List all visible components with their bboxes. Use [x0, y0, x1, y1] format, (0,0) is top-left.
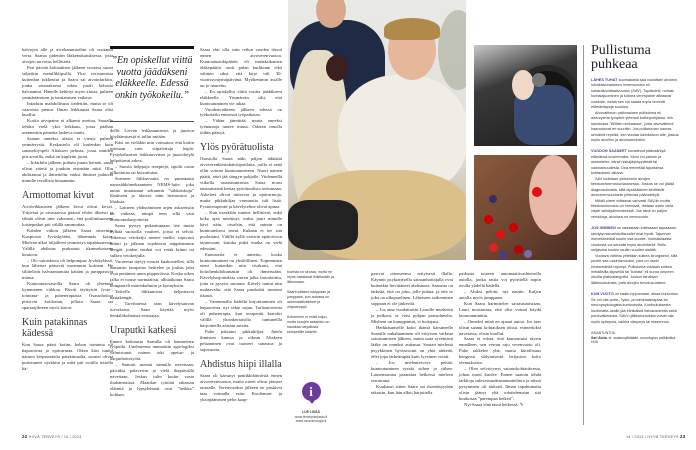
body-paragraph: Käsi on vieläkin niin voimaton, että kotiin ostetaan vain viipaloituja leipiä. Pystykahvaiset leikkuuveitset ja juustohöylä helpottavat arkea. — [110, 139, 194, 163]
section-heading: Uraputki katkesi — [110, 324, 177, 336]
body-paragraph: – Jos mielenterveys pettää, kuntoutuminen tyssää siihen ja siihen. Lausemuruna paranttaa hetkessä mieleen serratrana. — [371, 360, 453, 384]
article-column-1 — [22, 47, 113, 372]
expert-description: , el. osastonylilääkäri, neurologian poliklinikka, HUS — [591, 335, 677, 345]
photo-saara-with-dogs — [288, 0, 466, 260]
sidebar-paragraph-text: on sairaalaan tullessaan tajuissaan, selviytymismahdollisuudet ovat hyvät. Tajunnan menettäneistä suurin osa kuolee. Voimakkaasta vuodosta voi seurata myös aivoinfarkti. Reilu neljäsosa kuolee tautiin vuoden sisällä. — [591, 226, 677, 253]
body-paragraph: Vuoteesta täytyy nousta kuakostellen, sillä aamuisin tasapaino heittelee ja joskus jalat ovat pettäneet unen pöpperöissä. Koska oikea jalka ei nouse normaalisti, alkuaikoina Saara kompasteli matonkulmiin ja kynnyksiin. — [110, 258, 194, 288]
expert-credit — [591, 331, 679, 345]
sidebar-paragraph — [591, 226, 679, 253]
photo-captions — [287, 270, 335, 340]
body-paragraph: Kun Saara pääsi kotiin, kehon toiminta oli haparoivaa ja epävarmaa. Oikea käsi tuntui naruun kiepsutetulta patakintaalta, sormet olivat puristuneet nyrkkiin ja niitä piti availla toisella kä- — [22, 342, 113, 371]
section-heading: Ahdistus hiipi illalla — [200, 358, 282, 370]
sidebar-paragraph-text: Vuotava valtimo yritetään sulkea kirurgisesti, sillä puolet saa uusintavuodon, joka on usein ensimmäistä rajumpi. Pullistuma voidaan sulkea metallisilla klipseillä tai ”koilata” eli kuroa umpeen ohuilla platinalangoilla. Joskus tarvitaan lääkenukutusta, jotta aivojen turvotus laskee. — [591, 253, 678, 285]
link-neurokirurgia[interactable]: www.neurokirurgia.fi — [295, 419, 327, 423]
body-paragraph: – En opiskellut viittä vuotta jäädäkseni eläkkeelle. Ymmärrän silti, että kuntoutuminen vie aikaa. — [200, 88, 282, 106]
body-paragraph: Talvella liikkumista helpottavat nastakengät. — [110, 288, 194, 300]
link-terveyskirjasto[interactable]: www.terveyskirjasto.fi — [294, 414, 328, 419]
body-paragraph: – Infarktin jälkeen puhuin puuta heinää, sanat olivat vääriä ja jouduin etsimään niitä. Olin ahdistunut ja ihmettelin, miksi ihmiset puhuvat minulle tavallista hitaammin. — [22, 160, 113, 183]
sidebar-paragraph-text: kuvailevat päänsärkyä elämänsä kovimmaksi. Moni voi pahoin ja oksentelee, kärsii niskajäykkyydestä tai valonarkuudesta. Osa menettää tajuntansa kohtauksen alkana. — [591, 149, 666, 176]
caption-dogs: Koirista on seuraa, mutta ne myös haastavat leikkimään ja liikkumaan. — [287, 270, 334, 284]
body-paragraph: – Saatoin mennä aamulla navettaan, päiväksi palaveriin ja vielä iltapäivällä navettaan. Joskus tulin kotiin vasta iltahämärissä. Maatilan tyttönä rakastan eläimiä ja lypsylehmät ovat ”heikko” kohtani. — [110, 362, 194, 398]
caption-car: Saara pääsee kauppaan ja jumppaan, kun autossa on automaattivaihteet ja ohjausnuppi. — [287, 290, 330, 309]
body-paragraph: – Olen selviytynyt sairauskohtauksesta, johon moni kuolee. Ennen saatoin tehdä tarkkoja tulevaisuudensuunnitelmia ja niissä pysyminen oli tärkeää. Ilman tapahtunutta olisin jäänyt yhä odottelemaan sitä kuuluisaa ”parempaa hetkeä”. — [459, 366, 541, 402]
section-heading: Ylös pyörätuolista — [200, 142, 274, 154]
body-paragraph: Kuntoutusosastolla Saara oli yhteensä kymmenen viikkoa. Päivät täyttyivät fysio-, toiminta- ja puheterapiasta. Osastohoitoa pirisivät kotilomat, jolloin Saara sai sparraajikseen myös koirat. — [22, 281, 113, 311]
page-number-left: 22 — [22, 434, 28, 439]
read-more-box — [283, 382, 339, 424]
body-paragraph: Kun Saara harmittelee sairastumistaan, Lauri muistuttaa, että olisi voinut käydä huonomminkin. — [459, 300, 541, 318]
info-icon: i — [302, 382, 321, 401]
sidebar-factbox — [591, 44, 679, 345]
body-paragraph: Ennen kohtausta Saaralla oli kaumeinen työputki. Unelmiensa ammattiin agrologiksi valmistunut nainen teki opetus- ja karjanhoitotyötä. — [110, 338, 194, 362]
body-paragraph: – Tarvittaessa otan kävelysauvan turvakseni. Saan käyttää myös henkilökohtaista avustajaa. — [110, 300, 194, 318]
body-paragraph: Ennusteita ei annettu, koska kuntoutuminen on yksilöllinen. Toipuminen eteni kuitenkin niin rivakasti, että hoitohenkilökuntakin oli ihmeissään. Kävelyharjoituksia varten jalka lastoitettiin, jotta se pysyisi suorana. Kävely tuntui niin mahtavalta, että Saara purskahti monesti itkuun. — [200, 251, 282, 299]
body-paragraph: Saara oli kärsinyt paniikkihäiriöstä ennen aivoverenvuotoa, mutta oireet olivat jääneet taustalle. Verenvuodon jälkeen ne puskivat taas voimalla esiin. Kuoleman- ja yksinjäämisen pelot kaap- — [200, 372, 282, 402]
body-paragraph: Infarktin mahdollisuus tiedettiin, mutta se oli vaaroista pienin. Ilman leikkausta Saara olisi kuollut. — [22, 100, 113, 118]
sidebar-divider — [583, 45, 584, 425]
sidebar-paragraph — [591, 199, 679, 221]
section-heading: Kuin patakinnas kädessä — [22, 317, 88, 340]
sidebar-lead-in: VUODON SAANEET — [591, 149, 627, 154]
article-column-4 — [371, 271, 453, 396]
body-paragraph: Kahden viikon jälkeen Saara siirrettiin Kuopiosta Jyväskylään, lähemmäs kotia. Mieleen alkoi hiljalleen ymmärrys tapahtuneesta. Välillä ahdistus purkautui itkunsekaiseen huutoon. — [22, 227, 113, 257]
footer-left — [22, 434, 81, 439]
sidebar-paragraph-text: Mikäli oireet viittaavat vahvasti SAV:iin mutta tietokonekuvaus on normaali, otetaan usein vielä näyte selkäydinnesteestä. Jos siinä on paljon verisoluja, aivoissa on verenvuoto. — [591, 198, 674, 219]
body-paragraph: paikasta toiseen automaattivaihteisella autolla, jonka rattia voi pyöritellä nupin avulla yhdellä kädellä. — [459, 271, 541, 288]
expert-name: Sari Atula — [591, 335, 607, 340]
photo-car-steering-knob — [474, 45, 577, 146]
body-paragraph: – Laitteen yhdistäminen arjen askareisiin on vaikeaa, niinpä teen sillä vain kuntoutusharjoitteita. — [110, 205, 194, 223]
sidebar-lead-in: LÄHES TUHAT — [591, 78, 618, 82]
sidebar-paragraph — [591, 111, 679, 144]
body-paragraph: – Vasemmalla kädellä kirjoittaminen oli haparoivaa, nyt sekin sujuu. Turhauttavinta oli puheterapia, kun terapeutti kartoitti välillä yksinkertaisilta tuntuneilla harjoitteilla afasian astetta. — [200, 299, 282, 328]
sidebar-paragraph-text: on saatu loppumaan, alkaa kuntoutus. Se voi olla puhe-, fysio- ja toimintaterapiaa tai neuropsykologista kuntoutusta. Kuntoutuksesta huolimatta osalle jää elinikäisiä halvausoireita sekä puhevaikeuksia. SAV:n jälkiseurauksia voivat olla myös epilepsia, vaikea väsymys tai masennus. — [591, 292, 679, 324]
body-paragraph: Pari päivää kohtauksen jälkeen vuotava suoni suljettiin metalliklipsillä. Yksi verisuonista kuitenkin tukkeutui ja Saara sai aivoinfarktin, jonka seurauksena oikea puoli kehosta halvaantui. Hänelle kehittyi myös afasia, puheen ymmärtämisen ja tuottamisen vaikeus. — [22, 64, 113, 100]
body-paragraph: kalvojen alle ja aivokammioihin oli vuotanut verta. Saaraa pidettiin lääkenukutuksessa, jotta aivojen turvotus hellittäisi. — [22, 47, 113, 64]
body-paragraph: dellä. Leivän leikkaamisesta ja juuston höyläämisestä ei tullut mitään. — [110, 128, 194, 139]
sidebar-paragraph — [591, 78, 679, 111]
sidebar-title: Pullistuma puhkeaa — [591, 43, 651, 72]
page-number-right: 23 — [680, 434, 686, 439]
sidebar-body — [591, 78, 679, 325]
body-paragraph: Koska aivopaine ei alkanut asettua, Saaralle tehtiin vielä yksi leikkaus, jossa päähän asennettiin painetta laskeva suntti. — [22, 118, 113, 136]
body-paragraph: Herkkäuniselle koko ikänsä kärsineelle Saaralle nukahtaminen oli erityisen vaikeaa sairastumisen jälkeen, mutta unta syventävä lääke on onneksi auttanut. Saaran mielestä psyykkinen hyvinvointi on yhtä tärkeää, ellei jopa tärkeämpää kuin fyysinen vointi. — [371, 324, 453, 360]
footer-left-text: HYVÄ TERVEYS / 14 / 2013 — [28, 435, 82, 439]
body-paragraph: Nyt Saara elää tässä hetkessä. ✎ — [464, 401, 524, 407]
pull-quote — [110, 46, 194, 122]
section-heading: Armottomat kivut — [22, 189, 94, 201]
sidebar-paragraph-text: suomalaista saa vuosittain aivoihin lukinkalvonalaisen verenvuodon eli subaraknoidaalivuodon (SAV). Tupakointi, runsas humalajuominen ja korkea verenpaine altistavat vuodolle, mutta sen voi saada myös terveitä elämäntapoja suosiva. — [591, 78, 678, 110]
body-paragraph: Saaran onneksi afasia ei vienyt puheen ymmärrystä. Keskustelu oli kuitenkin kuin sanaselityspeli Aliaksen pelusta, jossa muiden piti arvailla, mikä on kupletin juoni. — [22, 136, 113, 160]
body-paragraph: – Aluksi pelotti, nyt nautin. Kuljen autolla myös jumppaan. — [459, 288, 541, 300]
body-paragraph: – Onneksi minä en ajanut autoa. Jos taas olisin saanut kohtauksen töissä, esimerkiksi navetassa, olisin kuollut. — [459, 318, 541, 336]
body-paragraph: pasivat otteeseensa erityisesti illalla. Käynnit psykiatrisella sairaanhoitajalla ovat kuitenkin lievittäneet ahdistusta. Saarasta on tärkeää, että on joku, jolle puhua, ja että se joku on ulkopuolinen. Läheisten sotkeminen soppaan ei ole järkevää. — [371, 271, 453, 306]
article-column-5 — [459, 271, 541, 408]
footer-right — [626, 434, 685, 439]
sidebar-paragraph — [591, 149, 679, 176]
sidebar-paragraph-text: Aivovaltimon pallomainen pullistuma eli aneurysma lymyilee yleensä kallonpohjassa, niin sanotussa ”Willisin renkaassa”, josta aivovaltimot haarautuvat eri suuntiin. Jos pullistuman hauras seinämä repeää, veri vuotaa lukinkalvon alle, joskus myös aivoihin ja aivokammioihin. — [591, 110, 679, 142]
footer-right-text: 14 / 2013 / HYVÄ TERVEYS — [626, 435, 679, 439]
sidebar-lead-in: JOS IHMINEN — [591, 226, 616, 231]
body-paragraph: – Kun itsesäälin tunteet hellittivät, enkä koko ajan miettinyt, miksi juuri minulle kävi näin, oivalsin, että minun on kuntoutettava itseni. Kukaan ei tee sitä puolestani. Välillä kyllä vaivuin epätoivoon tajutessani, kuinka pitkä matka on vielä edessäni. — [200, 209, 282, 251]
article-column-2 — [110, 128, 194, 398]
body-paragraph: Puhe palautui pikkuhiljaa. Jutelu ihmisten kanssa ja oikean Aliaksen pelaaminen ovat tuoneet sanastoa ja sujuvuutta. — [200, 328, 282, 352]
read-more-title: LUE LISÄÄ — [302, 410, 320, 414]
body-paragraph: Sormien liikkuvuutta on parantanut nanosähkömekaaninen NEMS-laite, joka antaa muutaman sekunnin ”sähköiskuja” lihakseen ja aktivoi näin hermostoa ja lihaksia. — [110, 175, 194, 205]
body-paragraph: Vuodenvaihteen jälkeen edessä on työkokeilu entisessä työpaikassa. — [200, 106, 282, 118]
article-column-3 — [200, 47, 282, 403]
body-paragraph: Saara ei odota, että kuntoutuisi täysin ennalleen, sen verran raju verenvuoto oli. Puhe takkelee yhä, mutta kiitollisuus hengissä säilymisestä heijastuu koko olemuksesta. — [459, 336, 541, 366]
sidebar-paragraph-text: SAV todetaan yleisimmin aivojen tietokonekerroskuvauksessa. Joskus se voi jäädä diagnosoimatta, sillä kipulääkkeet lievittävät aivoverenvuodosta johtuvaa päänsärkyä. — [591, 176, 675, 198]
sidebar-paragraph — [591, 177, 679, 199]
body-paragraph: Saara ehti olla vain reilun vuoden töissä ennen aivoverenvuotoa. Kuntoutustukipäätös eli määräaikainen eläkepäätös nosti palan kurkkuun eikä vähiten siksi, että kirje tuli 30-vuotissyntymäpäivänä. Myöhemmin asialle on jo naurettu. — [200, 47, 282, 88]
caption-beads: Kutominen ei enää sujuu, mutta korujen askartelu on hauskaa harjoitusta kömpelölle kädelle. — [287, 315, 330, 334]
body-paragraph: – Suosin helppoja reseptejä, sipulit ostan pilkottuina tai kuivattuina. — [110, 163, 194, 175]
body-paragraph: – Olo sairaalassa oli helpompaa Jyväskylässä, kun läheiset pääsivät useammin kokseni. He silittelivät halvaantunutta kättäni ja jumppasivat minua. — [22, 257, 113, 281]
body-paragraph: – Jos aina vuodattaisin Laurille murheeni ja pelkoni, se veisi pohjan parisuhteelta. Mieheni on kumppanini, ei hoitajani. — [371, 306, 453, 324]
body-paragraph: Kuukausi sitten Saara sai itsenäisyytään takaisin, kun hän alkoi harjoitella — [371, 384, 453, 396]
body-paragraph: Osastolla Saara näki paljon iäkkäitä aivoverenkiertohäiriöpotilaita, joilla ei enää ollut voimia kuntoutumiseen. Nuori nainen päätti, ettei jää sängyn pohjalle. Viidennellä viikolla sairastumisesta Saara nousi ensimmäistä kertaa pyörätuolista seisomaan. Askeleet olivat tutisevia ja epävarmoja, mutta pikkuhiljaa varmuutta tuli lisää. Fysioterapeutti ja kävelyteline olivat apuna. — [200, 156, 282, 209]
body-paragraph: Saara pystyy pukeutumaan itse mutta hylkää suosiolla vaatteet, joista ei selviä. Takeissa vetoketju menee melko sujuvasti kiinni ja jalkaan sujahtavat näppärimmin kengät, joiden nauhat voi vetää kiinni tai sulkea vetoketjulla. — [110, 223, 194, 259]
sidebar-paragraph — [591, 292, 679, 325]
sidebar-paragraph — [591, 254, 679, 287]
body-paragraph: – Vähän jännittää, mutta onneksi työnantaja tuntee minut. Odotan innolla töihin pääsyä. — [200, 118, 282, 136]
pull-quote-text: ”En opiskellut viittä vuotta jäädäkseni eläkkeelle. Edessä onkin työkokeilu.” — [111, 55, 193, 101]
photo-bead-crafting — [474, 155, 577, 260]
expert-label: ASIANTUNTIJA — [591, 331, 616, 336]
sidebar-lead-in: KUN VUOTO — [591, 292, 614, 297]
body-paragraph: Aivoleikkausten jälkeen kivut olivat kovat. Yskiessä ja aivastaessa päässä vihloi ilkeästi ja silmät olivat niin valonarat, että potilashuoneen loisteputket piti välillä sammuttaa. — [22, 203, 113, 227]
